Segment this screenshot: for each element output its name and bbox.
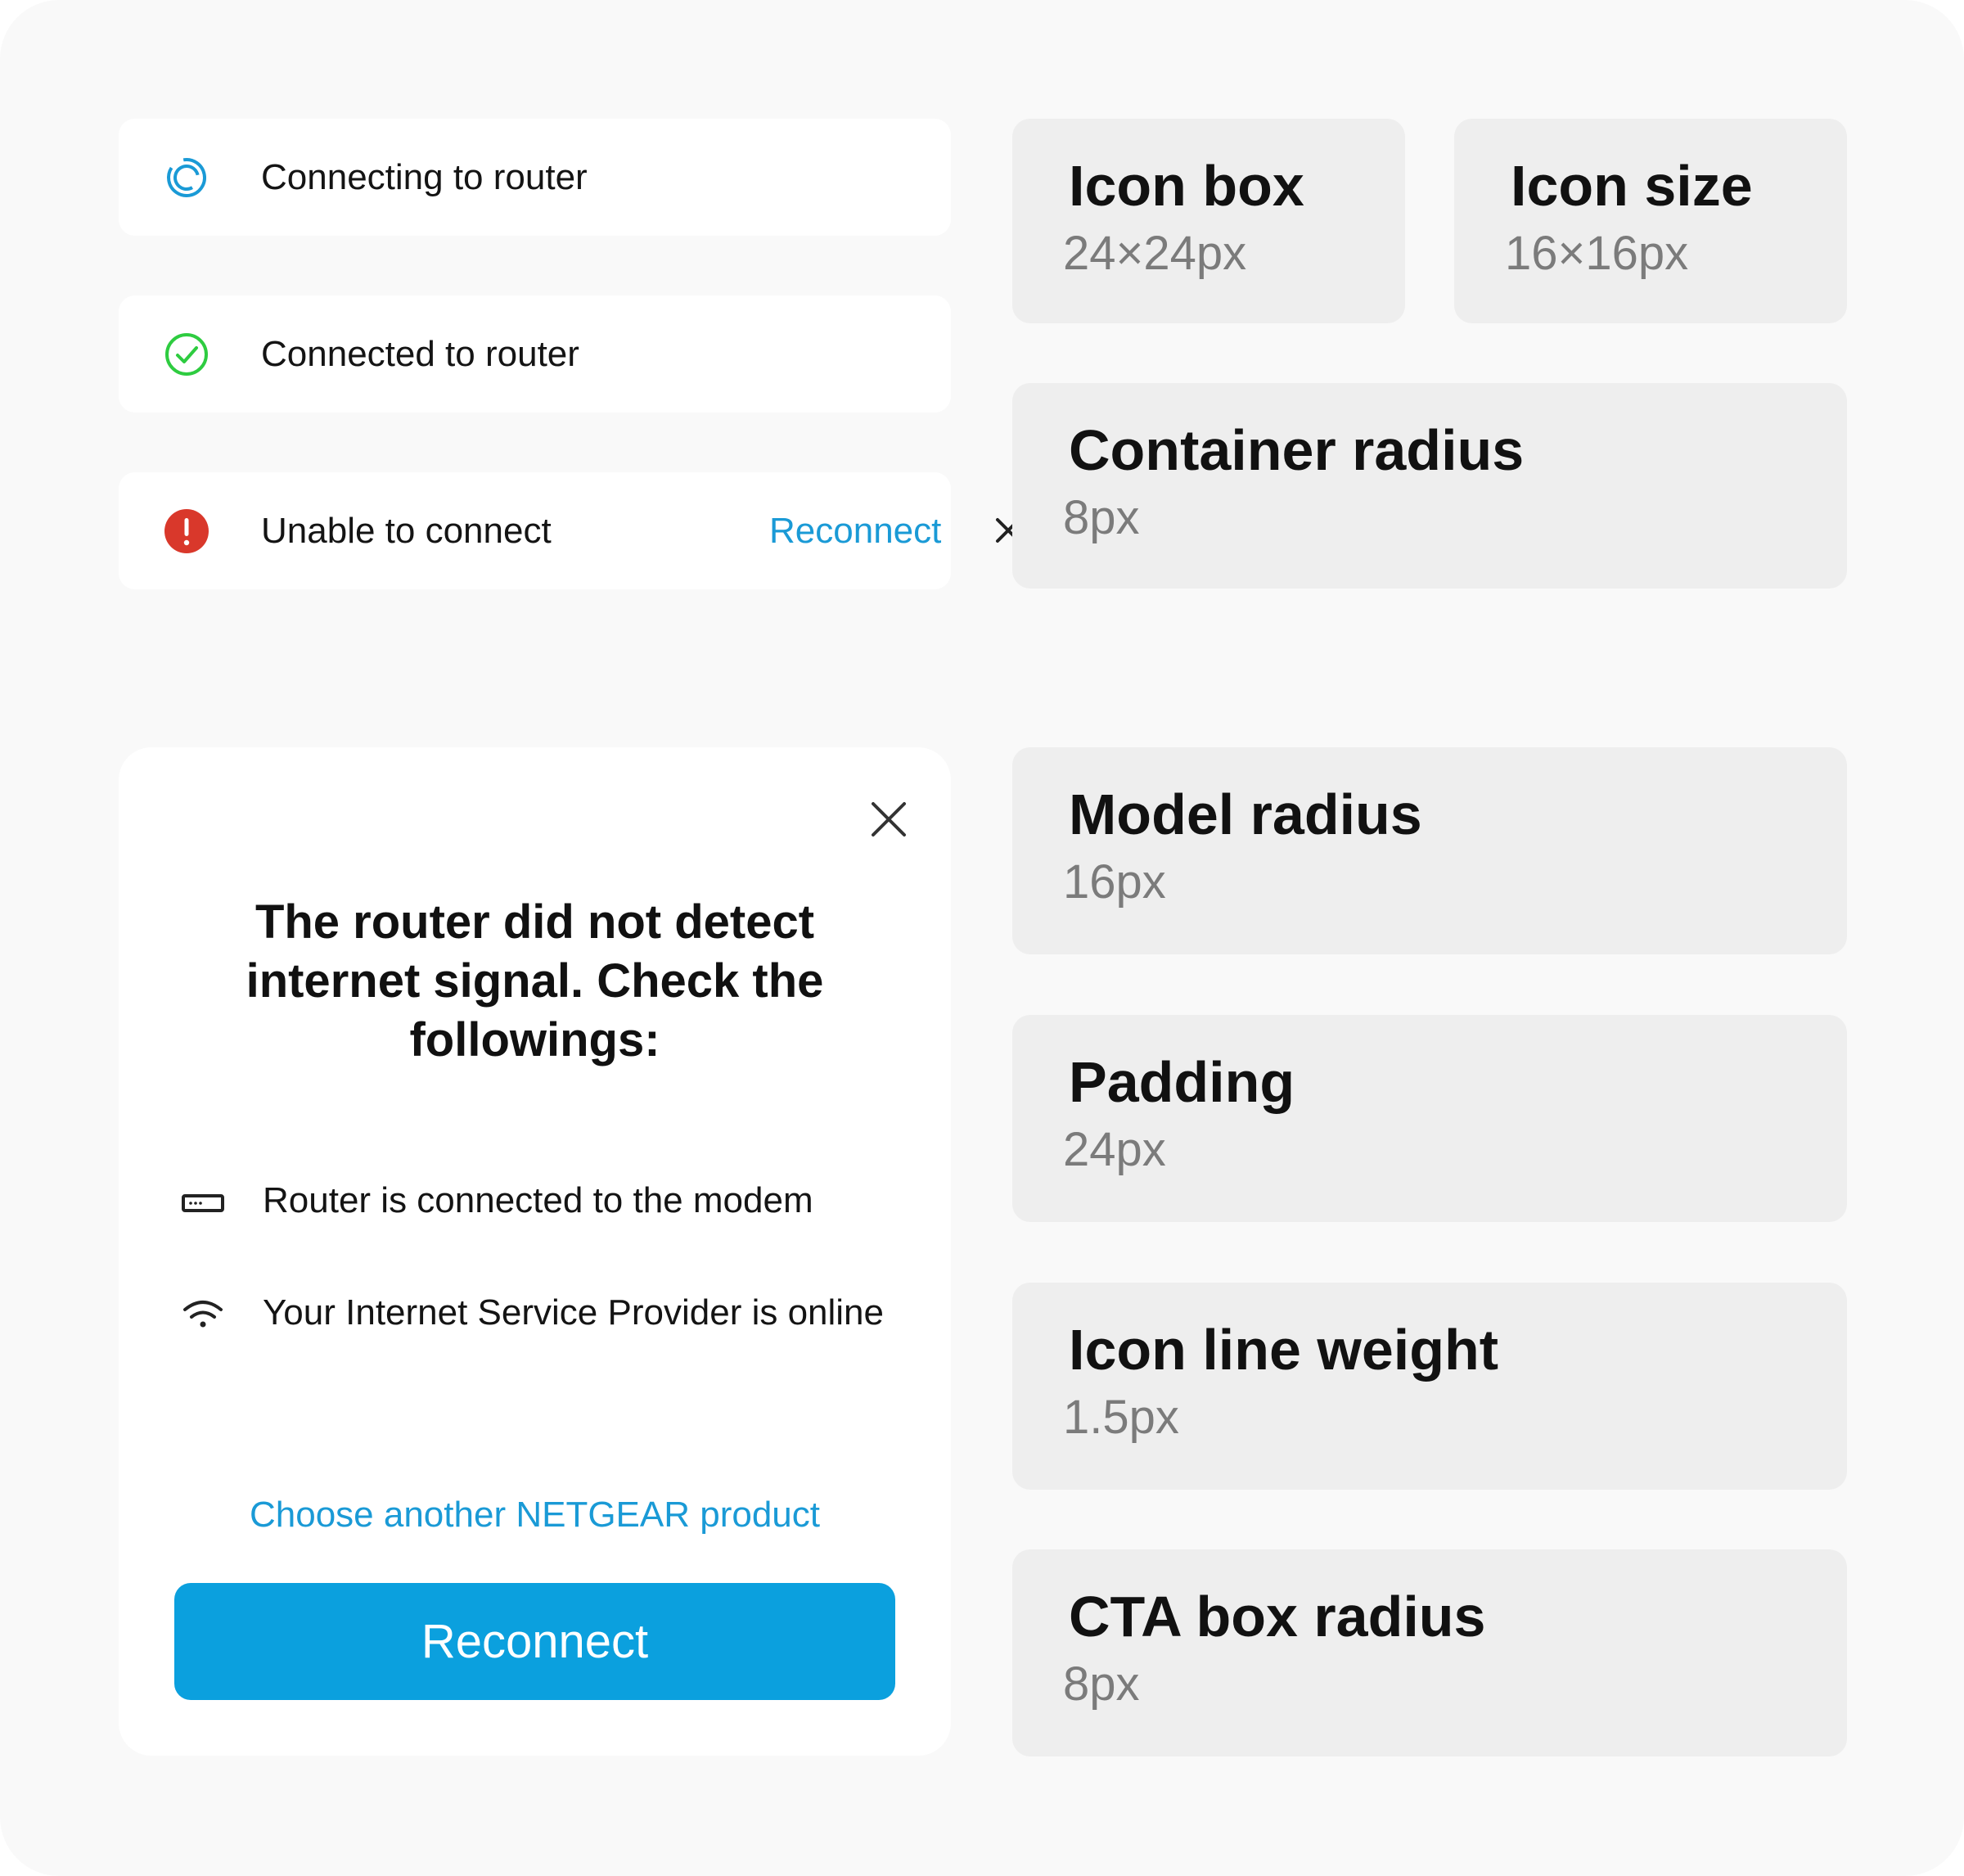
spec-value: 1.5px xyxy=(1063,1391,1179,1444)
toast-error xyxy=(119,472,951,589)
toast-connecting xyxy=(119,119,951,236)
spec-value: 16×16px xyxy=(1505,227,1689,280)
toast-label: Connected to router xyxy=(261,334,579,374)
alert-circle-icon xyxy=(164,508,209,554)
wifi-icon xyxy=(180,1292,226,1337)
loading-spinner-icon xyxy=(164,155,209,201)
spec-title: Container radius xyxy=(1069,418,1525,482)
toast-connected xyxy=(119,295,951,413)
toast-label: Unable to connect xyxy=(261,511,552,551)
reconnect-link[interactable]: Reconnect xyxy=(769,511,942,551)
spec-title: Model radius xyxy=(1069,782,1422,846)
spec-title: Icon size xyxy=(1511,154,1753,218)
spec-title: Icon line weight xyxy=(1069,1318,1499,1382)
spec-icon-size xyxy=(1454,119,1847,323)
choose-product-link[interactable]: Choose another NETGEAR product xyxy=(249,1495,821,1535)
error-modal xyxy=(119,747,951,1756)
spec-icon-line-weight xyxy=(1012,1283,1847,1490)
spec-value: 24px xyxy=(1063,1123,1166,1176)
spec-title: Padding xyxy=(1069,1050,1295,1114)
spec-icon-box xyxy=(1012,119,1405,323)
spec-padding xyxy=(1012,1015,1847,1222)
router-icon xyxy=(180,1181,226,1227)
spec-container-radius xyxy=(1012,383,1847,589)
spec-cta-box-radius xyxy=(1012,1549,1847,1756)
checklist-item-text: Router is connected to the modem xyxy=(263,1180,813,1220)
spec-value: 16px xyxy=(1063,855,1166,909)
spec-value: 24×24px xyxy=(1063,227,1247,280)
spec-value: 8px xyxy=(1063,491,1140,544)
check-circle-icon xyxy=(164,331,209,377)
checklist-item-text: Your Internet Service Provider is online xyxy=(263,1292,884,1333)
reconnect-button[interactable]: Reconnect xyxy=(174,1583,895,1700)
modal-heading: The router did not detect internet signal. Check the followings: xyxy=(246,895,824,1067)
spec-title: Icon box xyxy=(1069,154,1304,218)
spec-model-radius xyxy=(1012,747,1847,954)
spec-title: CTA box radius xyxy=(1069,1585,1486,1648)
spec-value: 8px xyxy=(1063,1657,1140,1711)
close-icon[interactable] xyxy=(863,794,914,845)
toast-label: Connecting to router xyxy=(261,157,588,197)
